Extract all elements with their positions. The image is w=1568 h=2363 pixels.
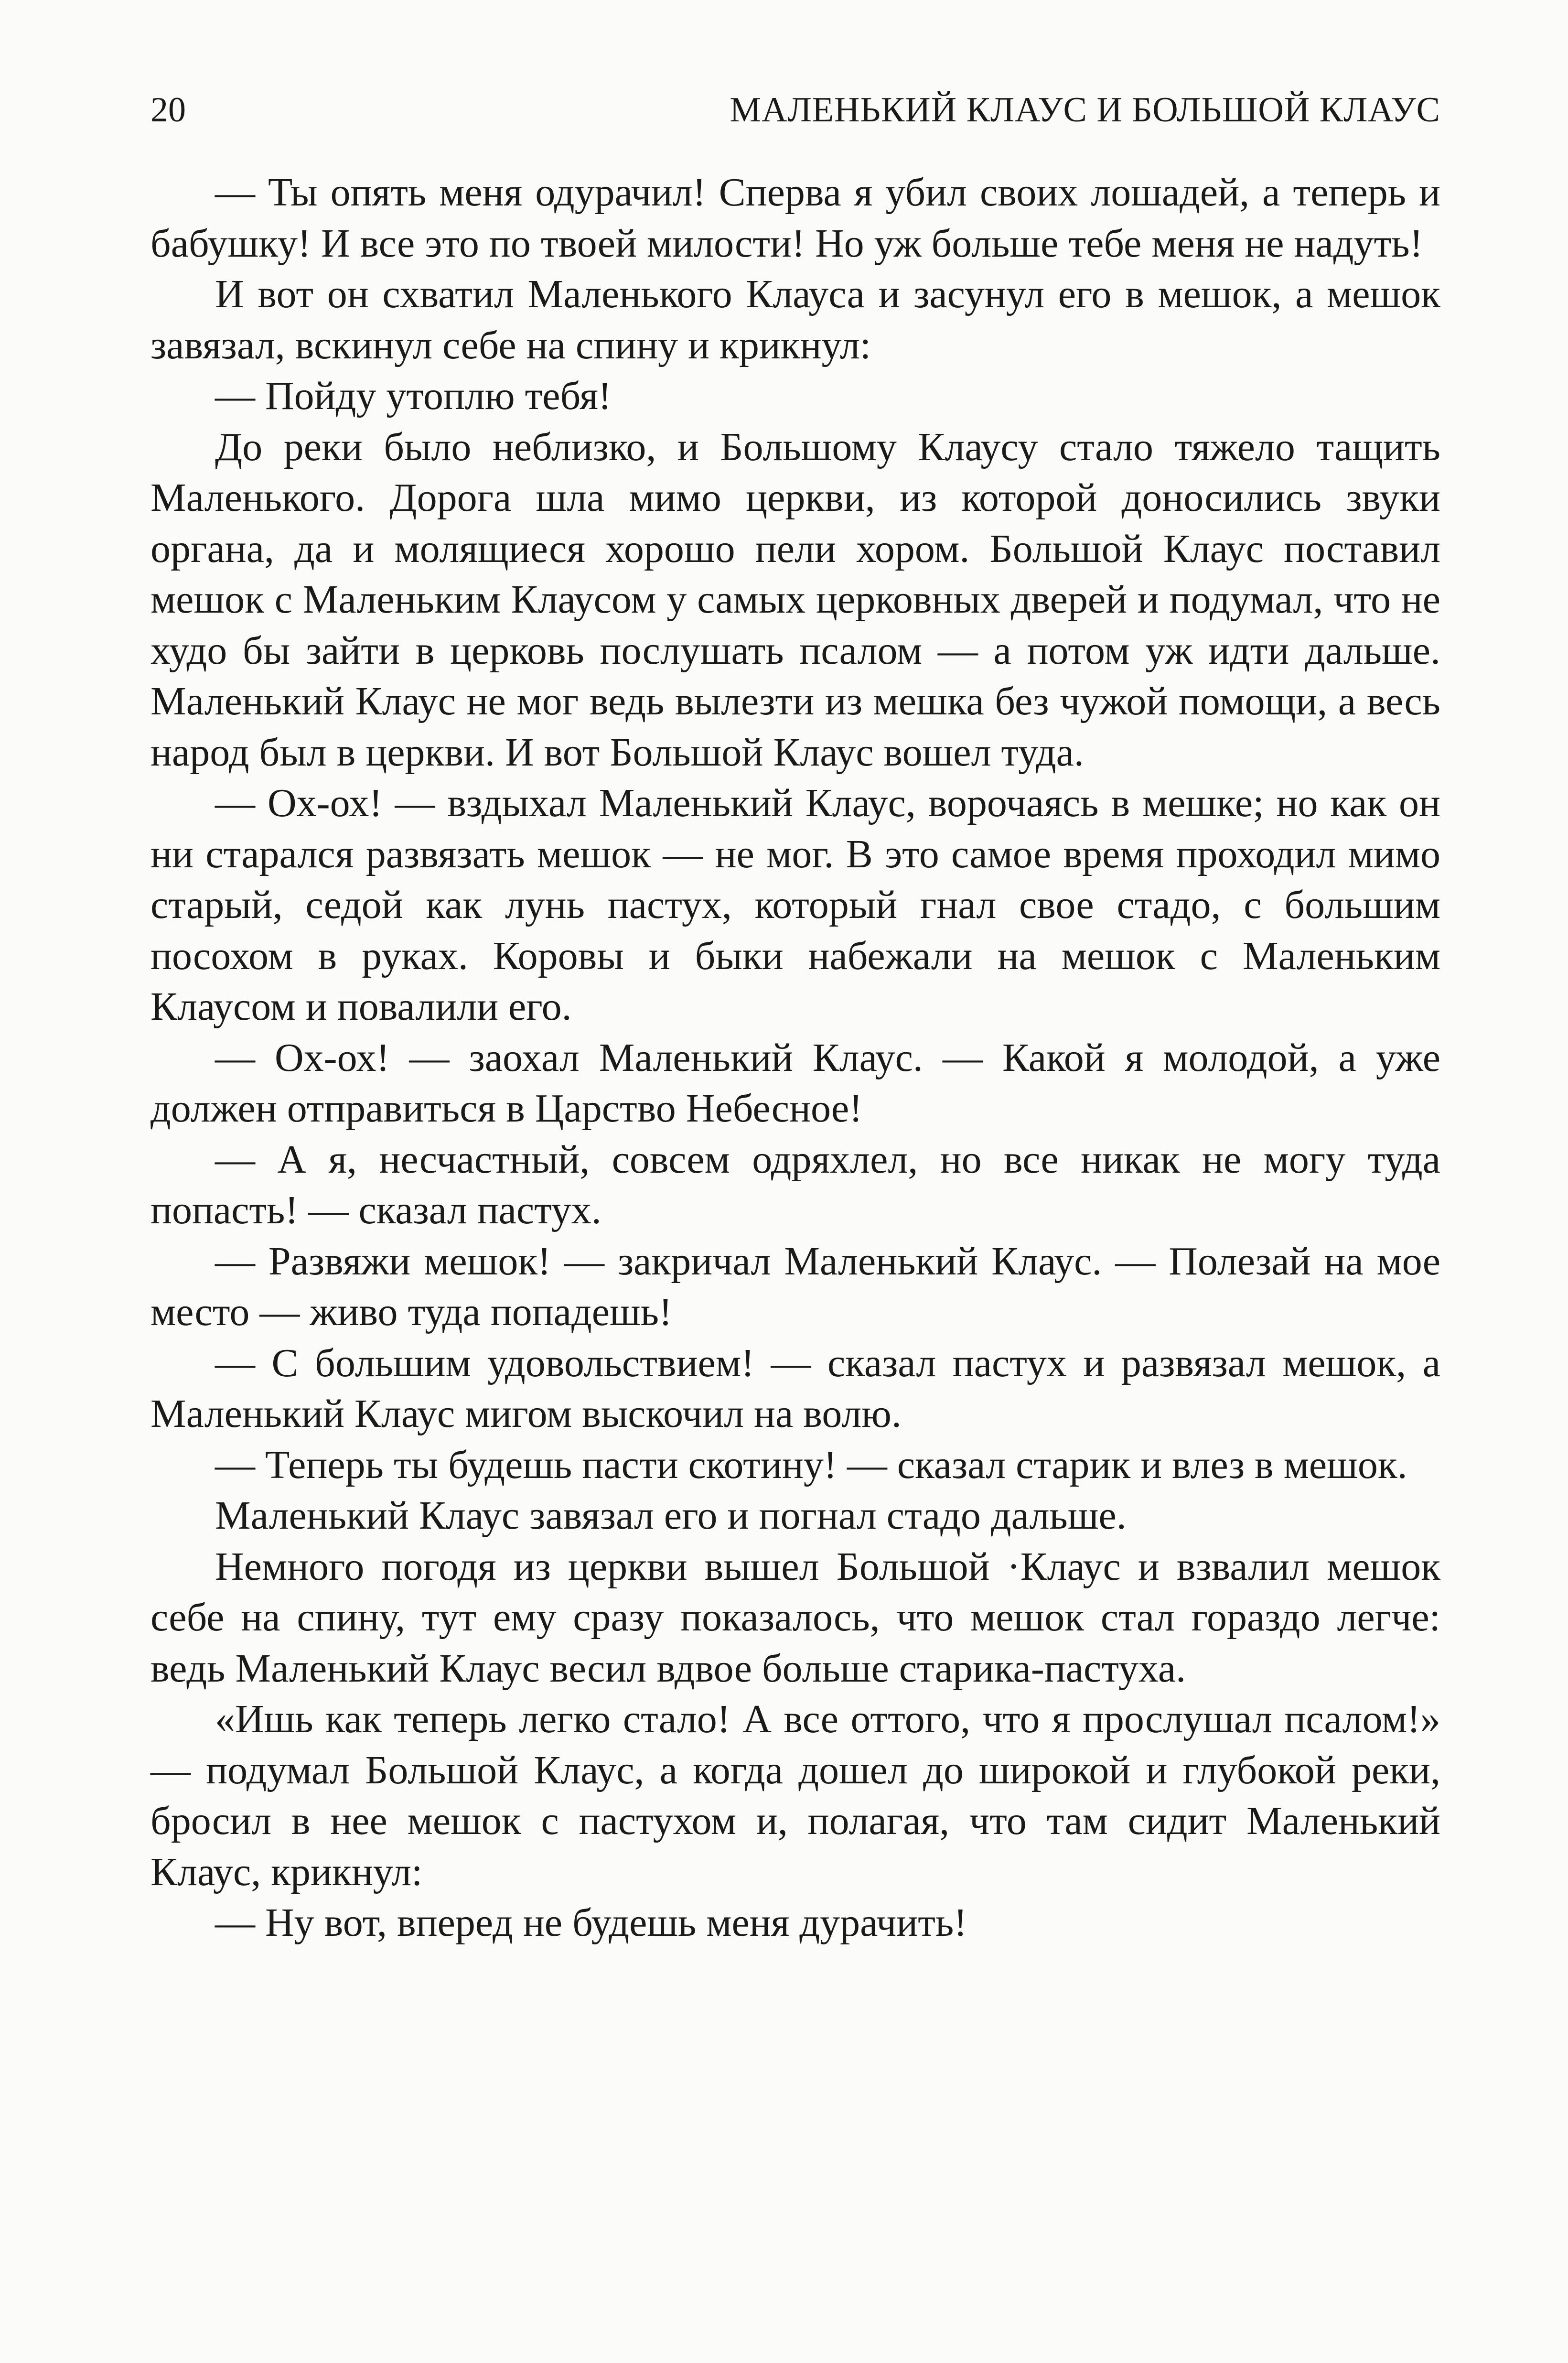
body-text <box>150 167 1440 1949</box>
paragraph: — Теперь ты будешь пасти скотину! — сказал старик и влез в мешок. <box>215 1442 1407 1487</box>
paragraph: — Развяжи мешок! — закричал Маленький Клаус. — Полезай на мое место — живо туда попадешь! <box>150 1239 1440 1334</box>
paragraph: — Ну вот, вперед не будешь меня дурачить! <box>215 1900 967 1945</box>
page-number: 20 <box>150 90 186 129</box>
page-header <box>150 84 1440 136</box>
paragraph: Маленький Клаус завязал его и погнал стадо дальше. <box>215 1493 1127 1538</box>
paragraph: — Ох-ох! — вздыхал Маленький Клаус, ворочаясь в мешке; но как он ни старался развязать мешок — не мог. В это самое время проходил мимо старый, седой как лунь пастух, который гнал свое стадо, с большим посохом в руках. Коровы и быки набежали на мешок с Маленьким Клаусом и повалили его. <box>150 781 1440 1029</box>
paragraph: «Ишь как теперь легко стало! А все оттого, что я прослушал псалом!» — подумал Большой Клаус, а когда дошел до широкой и глубокой реки, бросил в нее мешок с пастухом и, полагая, что там сидит Маленький Клаус, крикнул: <box>150 1697 1440 1894</box>
paragraph: — Ох-ох! — заохал Маленький Клаус. — Какой я молодой, а уже должен отправиться в Царство Небесное! <box>150 1035 1440 1131</box>
paragraph: — Ты опять меня одурачил! Сперва я убил своих лошадей, а теперь и бабушку! И все это по твоей милости! Но уж больше тебе меня не надуть! <box>150 170 1440 266</box>
paragraph: Немного погодя из церкви вышел Большой ·Клаус и взвалил мешок себе на спину, тут ему сразу показалось, что мешок стал гораздо легче: ведь Маленький Клаус весил вдвое больше старика-пастуха. <box>150 1544 1440 1691</box>
paragraph: — Пойду утоплю тебя! <box>215 374 612 418</box>
paragraph: До реки было неблизко, и Большому Клаусу стало тяжело тащить Маленького. Дорога шла мимо церкви, из которой доносились звуки органа, да и молящиеся хорошо пели хором. Большой Клаус поставил мешок с Маленьким Клаусом у самых церковных дверей и подумал, что не худо бы зайти в церковь послушать псалом — а потом уж идти дальше. Маленький Клаус не мог ведь вылезти из мешка без чужой помощи, а весь народ был в церкви. И вот Большой Клаус вошел туда. <box>150 424 1440 775</box>
paragraph: — С большим удовольствием! — сказал пастух и развязал мешок, а Маленький Клаус мигом выскочил на волю. <box>150 1340 1440 1436</box>
running-title: МАЛЕНЬКИЙ КЛАУС И БОЛЬШОЙ КЛАУС <box>730 90 1440 129</box>
paragraph: И вот он схватил Маленького Клауса и засунул его в мешок, а мешок завязал, вскинул себе на спину и крикнул: <box>150 272 1440 367</box>
paragraph: — А я, несчастный, совсем одряхлел, но все никак не могу туда попасть! — сказал пастух. <box>150 1137 1440 1232</box>
